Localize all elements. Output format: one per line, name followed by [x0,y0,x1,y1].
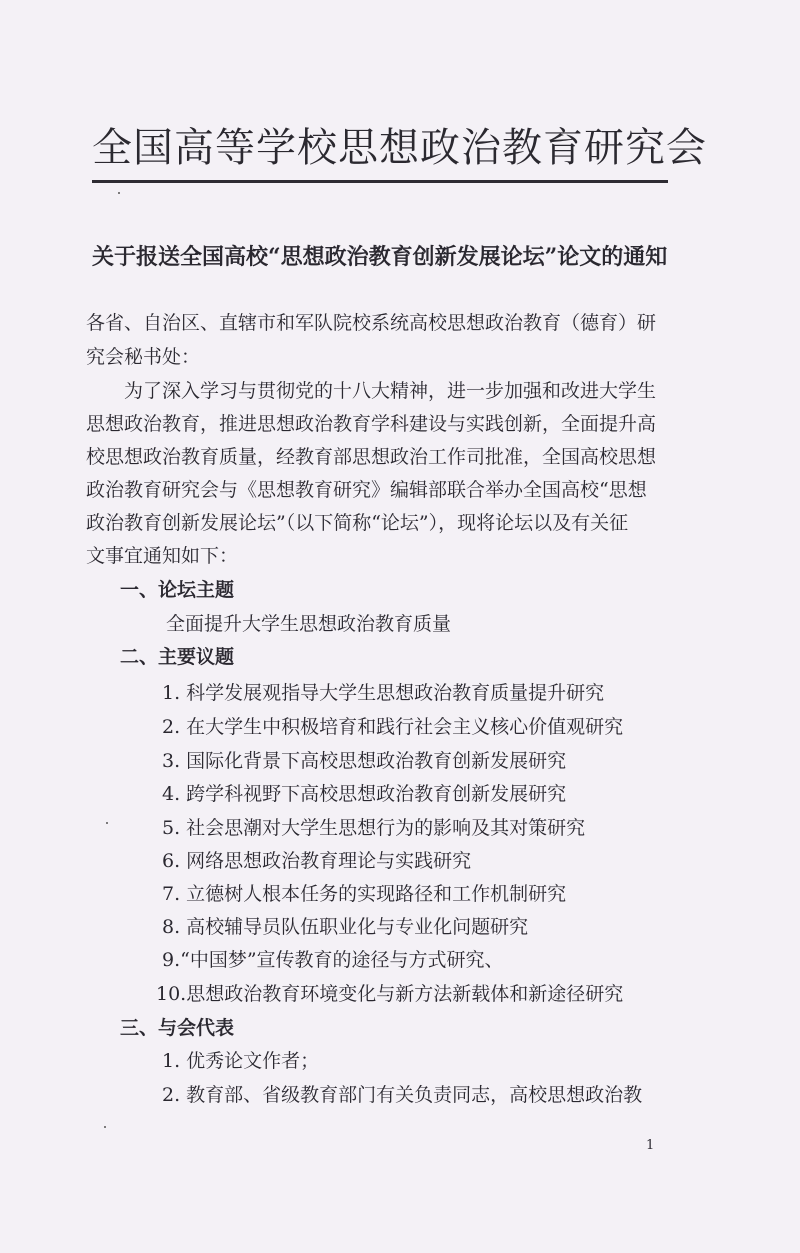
section-content: 全面提升大学生思想政治教育质量 [166,613,452,635]
topic-item: 10.思想政治教育环境变化与新方法新载体和新途径研究 [156,983,624,1005]
topic-item: 5. 社会思潮对大学生思想行为的影响及其对策研究 [162,817,586,839]
topic-item: 1. 科学发展观指导大学生思想政治教育质量提升研究 [162,682,605,704]
topic-item: 9.“中国梦”宣传教育的途径与方式研究、 [162,949,504,971]
section-heading: 三、与会代表 [120,1017,235,1039]
body-line: 政治教育创新发展论坛”（以下简称“论坛”），现将论坛以及有关征 [86,512,629,534]
body-line: 政治教育研究会与《思想教育研究》编辑部联合举办全国高校“思想 [86,479,647,501]
salutation-line: 究会秘书处： [86,346,201,368]
topic-item: 3. 国际化背景下高校思想政治教育创新发展研究 [162,750,567,772]
body-line: 思想政治教育，推进思想政治教育学科建设与实践创新，全面提升高 [86,413,657,435]
attendee-item: 1. 优秀论文作者； [162,1050,320,1072]
section-heading: 二、主要议题 [120,646,235,668]
topic-item: 8. 高校辅导员队伍职业化与专业化问题研究 [162,916,529,938]
topic-item: 6. 网络思想政治教育理论与实践研究 [162,850,472,872]
body-line: 校思想政治教育质量，经教育部思想政治工作司批准，全国高校思想 [86,446,657,468]
section-heading: 一、论坛主题 [120,579,235,601]
scan-speck [106,822,108,824]
notice-title: 关于报送全国高校“思想政治教育创新发展论坛”论文的通知 [92,244,668,270]
attendee-item: 2. 教育部、省级教育部门有关负责同志，高校思想政治教 [162,1084,643,1106]
topic-item: 4. 跨学科视野下高校思想政治教育创新发展研究 [162,783,567,805]
letterhead-rule [92,180,668,183]
scan-speck [104,1126,106,1128]
salutation-line: 各省、自治区、直辖市和军队院校系统高校思想政治教育（德育）研 [86,312,657,334]
scan-speck [118,192,120,194]
body-line: 文事宜通知如下： [86,545,239,567]
body-line: 为了深入学习与贯彻党的十八大精神，进一步加强和改进大学生 [124,380,657,402]
topic-item: 2. 在大学生中积极培育和践行社会主义核心价值观研究 [162,716,624,738]
letterhead-title: 全国高等学校思想政治教育研究会 [92,125,707,171]
topic-item: 7. 立德树人根本任务的实现路径和工作机制研究 [162,883,567,905]
page-number: 1 [646,1138,655,1153]
